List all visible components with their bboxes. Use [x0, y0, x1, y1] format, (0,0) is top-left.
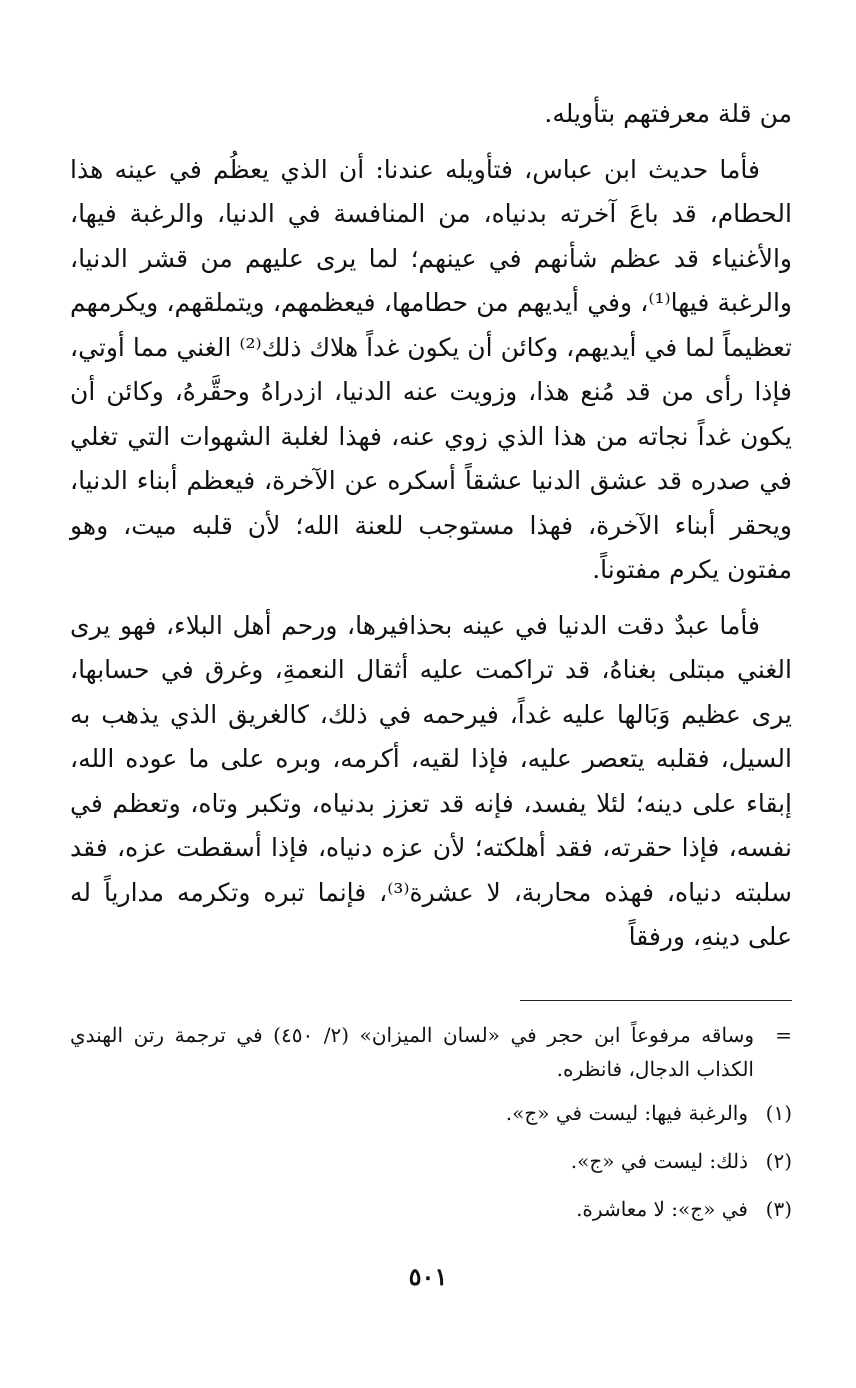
footnotes-section [70, 1018, 792, 1240]
main-text [70, 92, 792, 960]
footnote-2 [70, 1144, 792, 1178]
continuation-text: وساقه مرفوعاً ابن حجر في «لسان الميزان» (٢/ ٤٥٠) في ترجمة رتن الهندي الكذاب الدجال، فانظره. [70, 1023, 754, 1081]
footnote-divider [520, 1000, 792, 1001]
paragraph-2: فأما حديث ابن عباس، فتأويله عندنا: أن الذي يعظُم في عينه هذا الحطام، قد باعَ آخرته بدنياه، من المنافسة في الدنيا، والرغبة فيها، والأغنياء قد عظم شأنهم في عينهم؛ لما يرى عليهم من قشر الدنيا، والرغبة فيها⁽¹⁾، وفي أيديهم من حطامها، فيعظمهم، ويتملقهم، ويكرمهم تعظيماً لما في أيديهم، وكائن أن يكون غداً هلاك ذلك⁽²⁾ الغني مما أوتي، فإذا رأى من قد مُنع هذا، وزويت عنه الدنيا، ازدراهُ وحقَّرهُ، وكائن أن يكون غداً نجاته من هذا الذي زوي عنه، فهذا لغلبة الشهوات التي تغلي في صدره قد عشق الدنيا عشقاً أسكره عن الآخرة، فيعظم أبناء الدنيا، ويحقر أبناء الآخرة، فهذا مستوجب للعنة الله؛ لأن قلبه ميت، وهو مفتون يكرم مفتوناً. [70, 154, 792, 584]
footnote-number: (٢) [765, 1149, 792, 1173]
page-number: ٥٠١ [408, 1262, 448, 1291]
continuation-mark: = [775, 1023, 792, 1047]
footnote-1 [70, 1096, 792, 1130]
footnote-continuation [70, 1018, 792, 1086]
footnote-text: في «ج»: لا معاشرة. [576, 1197, 748, 1221]
paragraph-1: من قلة معرفتهم بتأويله. [544, 99, 792, 128]
footnote-number: (٣) [765, 1197, 792, 1221]
footnote-3 [70, 1192, 792, 1226]
footnote-text: ذلك: ليست في «ج». [570, 1149, 748, 1173]
footnote-text: والرغبة فيها: ليست في «ج». [505, 1101, 748, 1125]
footnote-number: (١) [765, 1101, 792, 1125]
paragraph-3: فأما عبدٌ دقت الدنيا في عينه بحذافيرها، ورحم أهل البلاء، فهو يرى الغني مبتلى بغناهُ، قد تراكمت عليه أثقال النعمةِ، وغرق في حسابها، يرى عظيم وَبَالها عليه غداً، فيرحمه في ذلك، كالغريق الذي يذهب به السيل، فقلبه يتعصر عليه، فإذا لقيه، أكرمه، وبره على ما عوده الله، إبقاء على دينه؛ لئلا يفسد، فإنه قد تعزز بدنياه، وتكبر وتاه، وتعظم في نفسه، فإذا حقرته، فقد أهلكته؛ لأن عزه دنياه، فإذا أسقطت عزه، فقد سلبته دنياه، فهذه محاربة، لا عشرة⁽³⁾، فإنما تبره وتكرمه مدارياً له على دينهِ، ورفقاً [70, 610, 792, 951]
